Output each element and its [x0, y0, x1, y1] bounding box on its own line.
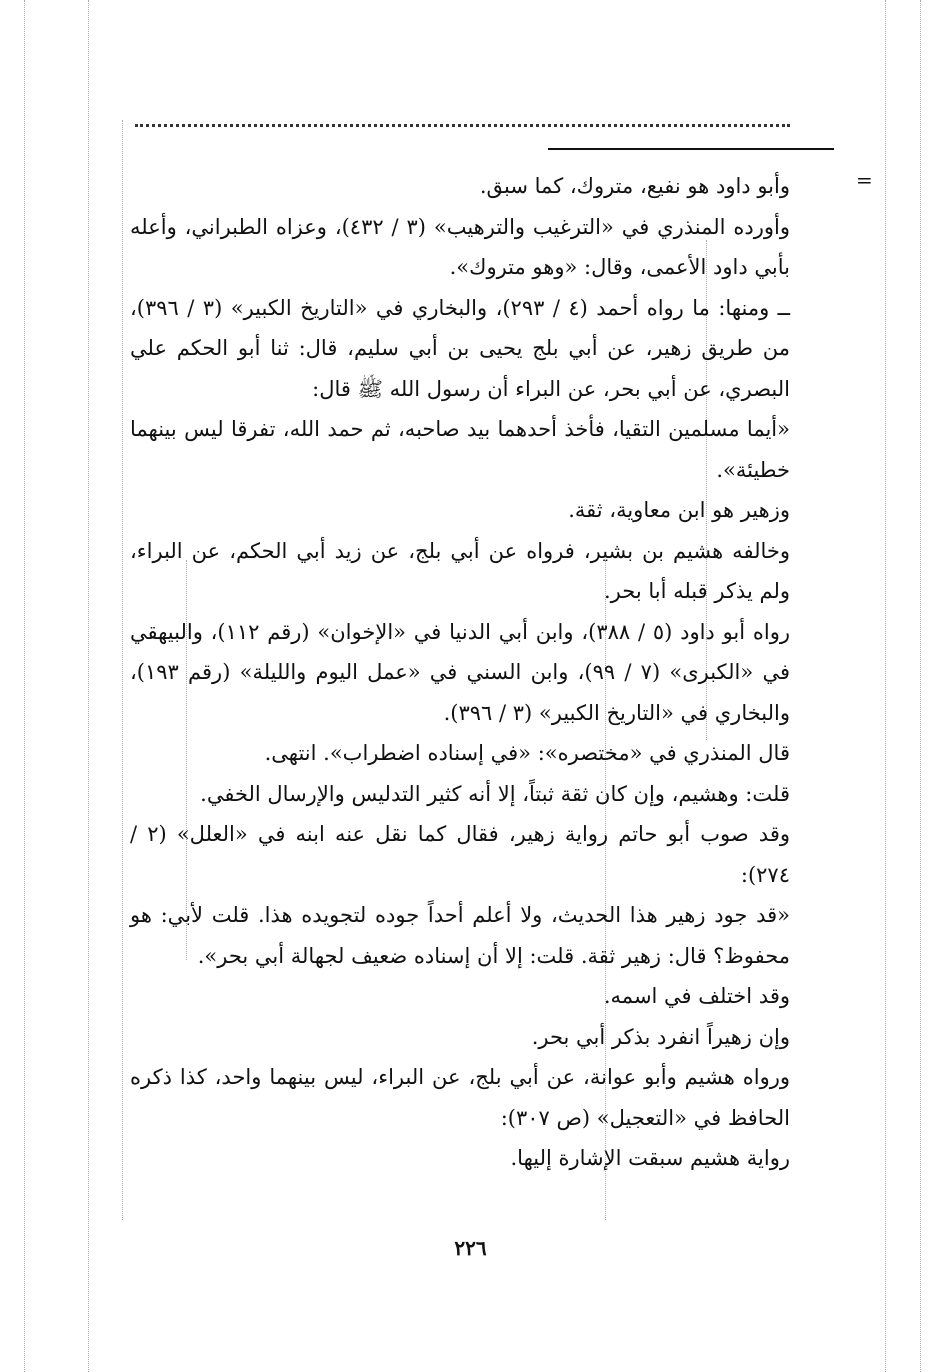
paragraph: وقد صوب أبو حاتم رواية زهير، فقال كما نقل عنه ابنه في «العلل» (٢ / ٢٧٤):: [130, 822, 790, 887]
paragraph: وزهير هو ابن معاوية، ثقة.: [568, 498, 790, 522]
page-number: ٢٢٦: [454, 1236, 487, 1260]
footnote-separator-rule: [548, 148, 834, 150]
paragraph: «أيما مسلمين التقيا، فأخذ أحدهما بيد صاحبه، ثم حمد الله، تفرقا ليس بينهما خطيئة».: [130, 417, 790, 482]
scan-artifact-line: [122, 120, 123, 1220]
paragraph: وقد اختلف في اسمه.: [603, 984, 790, 1008]
paragraph: ــ ومنها: ما رواه أحمد (٤ / ٢٩٣)، والبخاري في «التاريخ الكبير» (٣ / ٣٩٦)، من طريق زهير، عن أبي بلج يحيى بن أبي سليم، قال: ثنا أبو الحكم علي البصري، عن أبي بحر، عن البراء أن رسول الله ﷺ قال:: [130, 295, 790, 401]
paragraph: وأبو داود هو نفيع، متروك، كما سبق.: [479, 174, 790, 198]
paragraph: قال المنذري في «مختصره»: «في إسناده اضطراب». انتهى.: [264, 741, 790, 765]
scan-artifact-line: [24, 0, 25, 1372]
paragraph: وخالفه هشيم بن بشير، فرواه عن أبي بلج، عن زيد أبي الحكم، عن البراء، ولم يذكر قبله أبا بحر.: [130, 538, 790, 603]
paragraph: «قد جود زهير هذا الحديث، ولا أعلم أحداً جوده لتجويده هذا. قلت لأبي: هو محفوظ؟ قال: زهير ثقة. قلت: إلا أن إسناده ضعيف لجهالة أبي بحر».: [130, 903, 790, 968]
paragraph: قلت: وهشيم، وإن كان ثقة ثبتاً، إلا أنه كثير التدليس والإرسال الخفي.: [200, 781, 790, 806]
paragraph: رواية هشيم سبقت الإشارة إليها.: [510, 1146, 790, 1170]
body-text: [130, 166, 790, 1179]
margin-mark: =: [856, 168, 873, 192]
paragraph: وإن زهيراً انفرد بذكر أبي بحر.: [531, 1024, 790, 1049]
paragraph: ورواه هشيم وأبو عوانة، عن أبي بلج، عن البراء، ليس بينهما واحد، كذا ذكره الحافظ في «التعجيل» (ص ٣٠٧):: [130, 1065, 790, 1130]
scan-artifact-line: [885, 0, 886, 1372]
header-dotted-rule: [135, 124, 790, 127]
scan-artifact-line: [88, 0, 89, 1372]
scan-artifact-line: [920, 0, 921, 1372]
paragraph: وأورده المنذري في «الترغيب والترهيب» (٣ / ٤٣٢)، وعزاه الطبراني، وأعله بأبي داود الأعمى، وقال: «وهو متروك».: [130, 214, 790, 279]
paragraph: رواه أبو داود (٥ / ٣٨٨)، وابن أبي الدنيا في «الإخوان» (رقم ١١٢)، والبيهقي في «الكبرى» (٧ / ٩٩)، وابن السني في «عمل اليوم والليلة» (رقم ١٩٣)، والبخاري في «التاريخ الكبير» (٣ / ٣٩٦).: [130, 619, 791, 725]
